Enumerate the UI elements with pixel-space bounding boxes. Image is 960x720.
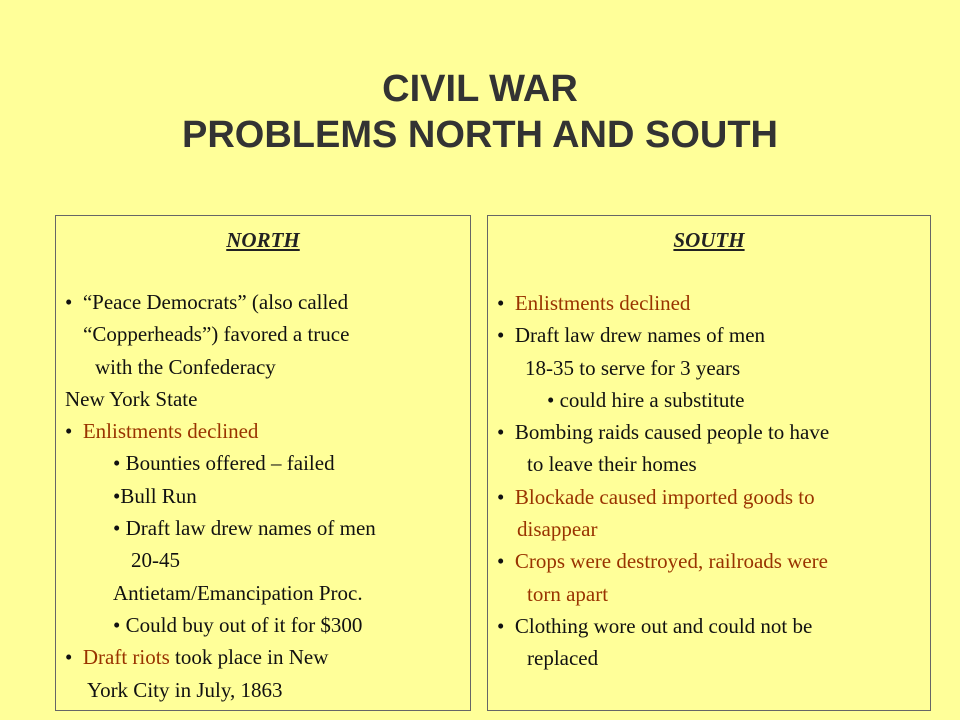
south-heading: SOUTH — [673, 228, 745, 252]
north-item-bullet: • — [113, 483, 121, 508]
north-item-text: took place in New — [169, 645, 329, 670]
south-list-item — [497, 448, 829, 480]
north-item-bullet: • — [113, 612, 126, 637]
south-item-bullet: • — [497, 420, 515, 445]
south-list-item — [497, 287, 829, 319]
north-item-text: “Peace Democrats” (also called — [82, 290, 349, 314]
south-item-text: to leave their homes — [527, 452, 697, 477]
north-list-item — [65, 351, 376, 383]
south-item-emphasis-text: torn apart — [527, 581, 609, 606]
north-list-item — [65, 641, 376, 673]
south-list-item — [497, 513, 829, 545]
north-item-bullet: • — [65, 645, 83, 670]
north-list-item — [65, 674, 376, 706]
north-item-text: Could buy out of it for $300 — [125, 612, 363, 637]
south-list-item — [497, 642, 829, 674]
north-list-item — [65, 480, 376, 512]
north-list-item — [65, 544, 376, 576]
north-item-text: with the Confederacy — [95, 354, 276, 379]
south-list-item — [497, 610, 829, 642]
south-item-text: Clothing wore out and could not be — [514, 613, 813, 638]
south-list-item — [497, 545, 829, 577]
title-line-1: CIVIL WAR — [382, 68, 578, 110]
north-list-item — [65, 577, 376, 609]
north-list-item — [65, 415, 376, 447]
north-item-text: 20-45 — [131, 548, 180, 573]
south-item-emphasis-text: Blockade caused imported goods to — [514, 484, 815, 509]
north-item-bullet: • — [113, 516, 126, 541]
south-item-text: Bombing raids caused people to have — [514, 420, 830, 445]
south-list — [497, 287, 829, 675]
south-item-text: Draft law drew names of men — [514, 323, 766, 348]
slide-title — [0, 66, 960, 158]
north-item-text: “Copperheads”) favored a truce — [83, 322, 350, 347]
south-item-emphasis-text: disappear — [517, 517, 598, 542]
north-item-text: New York State — [65, 386, 198, 411]
south-item-bullet: • — [497, 613, 515, 638]
north-list-item — [65, 318, 376, 350]
north-item-emphasis-text: Enlistments declined — [82, 419, 259, 444]
south-item-text: replaced — [527, 646, 599, 671]
south-item-bullet: • — [497, 323, 515, 348]
south-list-item — [497, 481, 829, 513]
north-list-item — [65, 447, 376, 479]
north-list-item — [65, 609, 376, 641]
title-line-2: PROBLEMS NORTH AND SOUTH — [181, 114, 779, 156]
north-item-bullet: • — [65, 419, 83, 444]
north-item-bullet: • — [65, 290, 83, 314]
south-item-emphasis-text: Enlistments declined — [514, 291, 691, 315]
north-item-text: York City in July, 1863 — [87, 677, 283, 702]
south-list-item — [497, 352, 829, 384]
north-list-item — [65, 512, 376, 544]
north-item-bullet: • — [113, 451, 126, 476]
north-list-item — [65, 383, 376, 415]
south-list-item — [497, 384, 829, 416]
south-item-emphasis-text: Crops were destroyed, railroads were — [514, 549, 828, 574]
south-list-item — [497, 416, 829, 448]
south-item-text: 18-35 to serve for 3 years — [525, 355, 741, 380]
south-item-bullet: • — [497, 484, 515, 509]
north-list — [65, 286, 376, 706]
south-item-text: could hire a substitute — [559, 387, 745, 412]
south-item-bullet: • — [547, 387, 560, 412]
south-item-bullet: • — [497, 549, 515, 574]
south-list-item — [497, 578, 829, 610]
south-panel — [487, 215, 931, 711]
south-item-bullet: • — [497, 291, 515, 315]
north-list-item — [65, 286, 376, 318]
north-item-text: Draft law drew names of men — [125, 516, 376, 541]
north-item-text: Antietam/Emancipation Proc. — [113, 580, 363, 605]
north-heading: NORTH — [226, 228, 300, 252]
south-list-item — [497, 319, 829, 351]
north-item-emphasis-text: Draft riots — [82, 645, 170, 670]
north-item-text: Bounties offered – failed — [125, 451, 335, 476]
north-item-text: Bull Run — [120, 483, 197, 508]
north-panel — [55, 215, 471, 711]
